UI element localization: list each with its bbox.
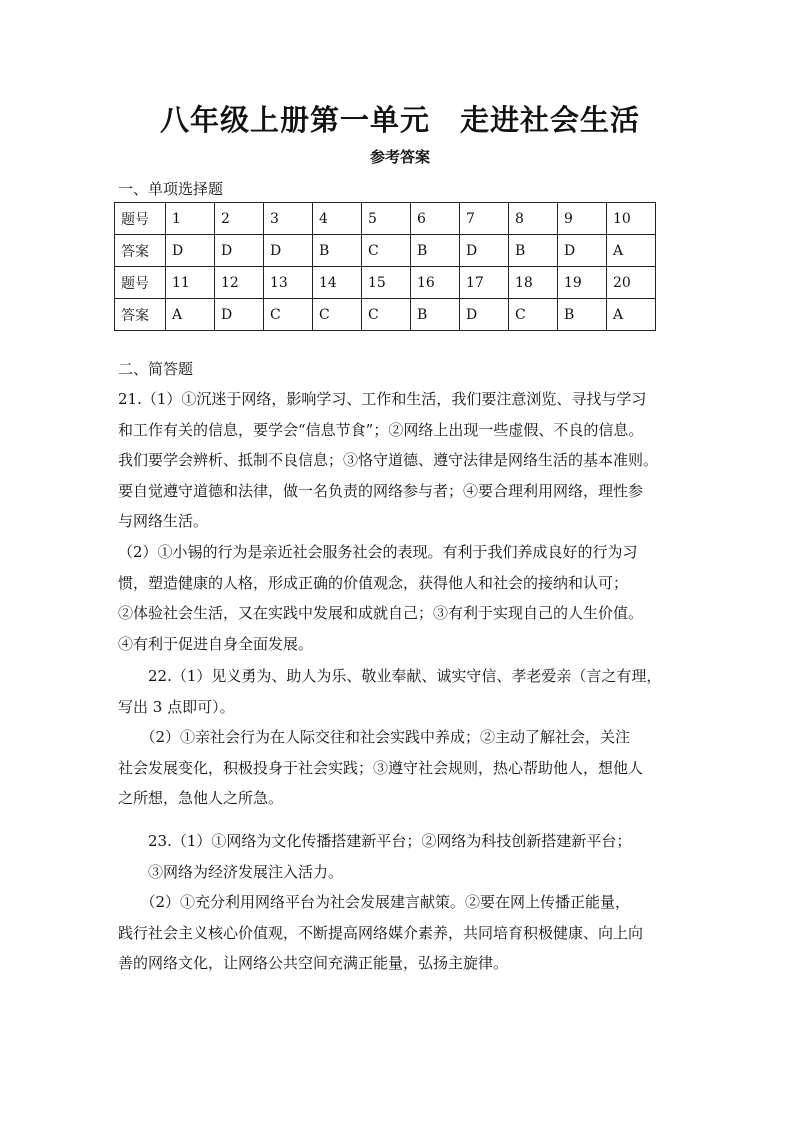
table-cell: 2 (215, 203, 264, 235)
answer-line: 写出 3 点即可）。 (118, 697, 235, 716)
table-row (115, 235, 656, 267)
answer-line: （2）①亲社会行为在人际交往和社会实践中养成；②主动了解社会，关注 (118, 728, 631, 747)
table-cell: B (411, 235, 460, 267)
table-cell: B (558, 299, 607, 331)
answer-line: 22.（1）见义勇为、助人为乐、敬业奉献、诚实守信、孝老爱亲（言之有理， (118, 667, 662, 685)
answer-line: 践行社会主义核心价值观，不断提高网络媒介素养，共同培育积极健康、向上向 (118, 923, 644, 942)
section-heading-short-answer: 二、简答题 (118, 360, 194, 378)
table-cell: D (215, 299, 264, 331)
table-cell: A (166, 299, 215, 331)
row-label: 题号 (115, 203, 166, 235)
table-cell: 11 (166, 267, 215, 299)
answer-q23 (118, 826, 688, 979)
answer-table (114, 202, 656, 331)
answer-line: 善的网络文化，让网络公共空间充满正能量，弘扬主旋律。 (118, 954, 509, 973)
table-cell: C (362, 299, 411, 331)
answer-line: ④有利于促进自身全面发展。 (118, 634, 314, 653)
section-heading-multiple-choice: 一、单项选择题 (118, 180, 224, 198)
table-cell: 20 (607, 267, 656, 299)
table-cell: D (460, 235, 509, 267)
answer-line: 和工作有关的信息，要学会“信息节食”；②网络上出现一些虚假、不良的信息。 (118, 420, 644, 439)
table-cell: A (607, 299, 656, 331)
table-cell: B (313, 235, 362, 267)
table-cell: 17 (460, 267, 509, 299)
answer-line: 与网络生活。 (118, 512, 209, 531)
answer-line: 23.（1）①网络为文化传播搭建新平台；②网络为科技创新搭建新平台； (118, 832, 632, 850)
answer-line: 要自觉遵守道德和法律，做一名负责的网络参与者；④要合理利用网络，理性参 (118, 481, 644, 500)
table-cell: 9 (558, 203, 607, 235)
table-cell: D (264, 235, 313, 267)
table-cell: B (411, 299, 460, 331)
table-cell: C (509, 299, 558, 331)
table-cell: 4 (313, 203, 362, 235)
table-cell: 13 (264, 267, 313, 299)
table-cell: D (460, 299, 509, 331)
answer-q22 (118, 661, 688, 814)
answer-table-body (115, 203, 656, 331)
table-row (115, 203, 656, 235)
table-cell: 18 (509, 267, 558, 299)
table-cell: 5 (362, 203, 411, 235)
table-cell: C (362, 235, 411, 267)
table-cell: D (558, 235, 607, 267)
table-cell: 3 (264, 203, 313, 235)
table-cell: 19 (558, 267, 607, 299)
table-cell: 12 (215, 267, 264, 299)
answer-line: ③网络为经济发展注入活力。 (118, 862, 344, 881)
answer-line: 社会发展变化，积极投身于社会实践；③遵守社会规则，热心帮助他人，想他人 (118, 758, 644, 777)
answer-line: （2）①充分利用网络平台为社会发展建言献策。②要在网上传播正能量， (118, 893, 631, 912)
table-cell: 10 (607, 203, 656, 235)
table-cell: B (509, 235, 558, 267)
table-cell: 16 (411, 267, 460, 299)
table-cell: 15 (362, 267, 411, 299)
answer-line: 惯，塑造健康的人格，形成正确的价值观念，获得他人和社会的接纳和认可； (118, 573, 629, 592)
table-cell: C (264, 299, 313, 331)
answer-line: （2）①小锡的行为是亲近社会服务社会的表现。有利于我们养成良好的行为习 (118, 542, 638, 561)
table-cell: 1 (166, 203, 215, 235)
table-cell: A (607, 235, 656, 267)
answer-q21 (118, 384, 688, 659)
row-label: 答案 (115, 235, 166, 267)
table-cell: 8 (509, 203, 558, 235)
answer-line: ②体验社会生活，又在实践中发展和成就自己；③有利于实现自己的人生价值。 (118, 604, 644, 623)
table-row (115, 299, 656, 331)
document-subtitle: 参考答案 (369, 148, 430, 166)
table-cell: D (166, 235, 215, 267)
answer-line: 我们要学会辨析、抵制不良信息；③恪守道德、遵守法律是网络生活的基本准则。 (118, 451, 659, 470)
table-cell: 6 (411, 203, 460, 235)
answer-line: 之所想，急他人之所急。 (118, 789, 284, 808)
table-cell: 7 (460, 203, 509, 235)
table-cell: C (313, 299, 362, 331)
table-cell: D (215, 235, 264, 267)
document-title: 八年级上册第一单元 走进社会生活 (159, 103, 640, 137)
answer-line: 21.（1）①沉迷于网络，影响学习、工作和生活，我们要注意浏览、寻找与学习 (118, 390, 647, 408)
table-row (115, 267, 656, 299)
row-label: 题号 (115, 267, 166, 299)
row-label: 答案 (115, 299, 166, 331)
table-cell: 14 (313, 267, 362, 299)
